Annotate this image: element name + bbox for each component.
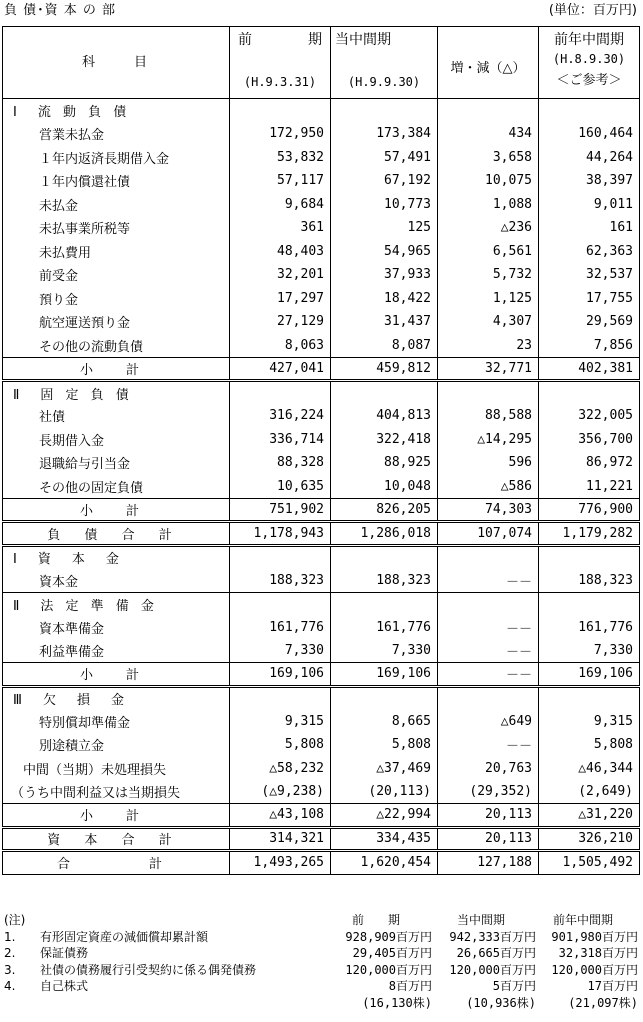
total-liabilities-row: 負 債 合 計 1,178,943 1,286,018 107,074 1,179,282 (3, 522, 640, 546)
subtotal-row: 小 計 169,106 169,106 －－ 169,106 (3, 663, 640, 687)
table-row: （うち中間利益又は当期損失 (△9,238) (20,113) (29,352) (2,649) (3, 780, 640, 804)
table-row: １年内返済長期借入金 53,832 57,491 3,658 44,264 (3, 146, 640, 170)
note-item-shares: (16,130株) (10,936株) (21,097株) (362, 995, 638, 1010)
table-row: 資本準備金 161,776 161,776 －－ 161,776 (3, 616, 640, 640)
table-row: 中間（当期）未処理損失 △58,232 △37,469 20,763 △46,344 (3, 757, 640, 781)
table-row: 資本金 188,323 188,323 －－ 188,323 (3, 569, 640, 593)
table-row: 前受金 32,201 37,933 5,732 32,537 (3, 263, 640, 287)
table-row: その他の流動負債 8,063 8,087 23 7,856 (3, 334, 640, 358)
table-row: 長期借入金 336,714 322,418 △14,295 356,700 (3, 428, 640, 452)
table-row: 社債 316,224 404,813 88,588 322,005 (3, 404, 640, 428)
table-row: 特別償却準備金 9,315 8,665 △649 9,315 (3, 710, 640, 734)
note-item: 3. 社債の債務履行引受契約に係る偶発債務 120,000百万円 120,000百万円 120,000百万円 (4, 962, 638, 977)
table-row: 未払金 9,684 10,773 1,088 9,011 (3, 193, 640, 217)
table-row: １年内償還社債 57,117 67,192 10,075 38,397 (3, 169, 640, 193)
notes-title: (注) (4, 913, 26, 927)
subject-header: 科 目 (3, 27, 230, 99)
table-row: 未払費用 48,403 54,965 6,561 62,363 (3, 240, 640, 264)
note-item: 2. 保証債務 29,405百万円 26,665百万円 32,318百万円 (4, 946, 638, 960)
reference-period-header: 前年中間期 (H.8.9.30) ＜ご参考＞ (539, 27, 640, 99)
section-row: Ⅰ 流 動 負 債 (3, 99, 640, 123)
section-row: Ⅱ 法 定 準 備 金 (3, 592, 640, 616)
table-header-row (3, 27, 640, 99)
subtotal-row: 小 計 751,902 826,205 74,303 776,900 (3, 498, 640, 522)
table-row: 未払事業所税等 361 125 △236 161 (3, 216, 640, 240)
notes-header-row: (注) 前 期 当中間期 前年中間期 (4, 913, 613, 927)
notes-section (4, 912, 640, 1011)
change-header: 増・減（△） (438, 27, 539, 99)
table-row: 別途積立金 5,808 5,808 －－ 5,808 (3, 733, 640, 757)
page-title: 負 債･資 本 の 部 (4, 3, 117, 18)
table-row: 営業未払金 172,950 173,384 434 160,464 (3, 122, 640, 146)
table-row: 利益準備金 7,330 7,330 －－ 7,330 (3, 639, 640, 663)
unit-label: (単位：百万円) (548, 3, 637, 18)
total-equity-row: 資 本 合 計 314,321 334,435 20,113 326,210 (3, 827, 640, 851)
subtotal-row: 小 計 427,041 459,812 32,771 402,381 (3, 357, 640, 381)
note-item: 4. 自己株式 8百万円 5百万円 17百万円 (4, 979, 638, 993)
current-period-header: 当中間期 (H.9.9.30) (331, 27, 438, 99)
note-item: 1. 有形固定資産の減価償却累計額 928,909百万円 942,333百万円 901,980百万円 (4, 929, 638, 944)
balance-sheet-table (2, 26, 640, 875)
section-row: Ⅲ 欠 損 金 (3, 686, 640, 710)
table-row: 退職給与引当金 88,328 88,925 596 86,972 (3, 451, 640, 475)
section-row: Ⅰ 資 本 金 (3, 545, 640, 569)
subtotal-row: 小 計 △43,108 △22,994 20,113 △31,220 (3, 804, 640, 828)
table-row: その他の固定負債 10,635 10,048 △586 11,221 (3, 475, 640, 499)
prev-period-header: 前 期 (H.9.3.31) (230, 27, 331, 99)
table-row: 預り金 17,297 18,422 1,125 17,755 (3, 287, 640, 311)
table-row: 航空運送預り金 27,129 31,437 4,307 29,569 (3, 310, 640, 334)
section-row: Ⅱ 固 定 負 債 (3, 381, 640, 405)
grand-total-row: 合 計 1,493,265 1,620,454 127,188 1,505,492 (3, 851, 640, 875)
